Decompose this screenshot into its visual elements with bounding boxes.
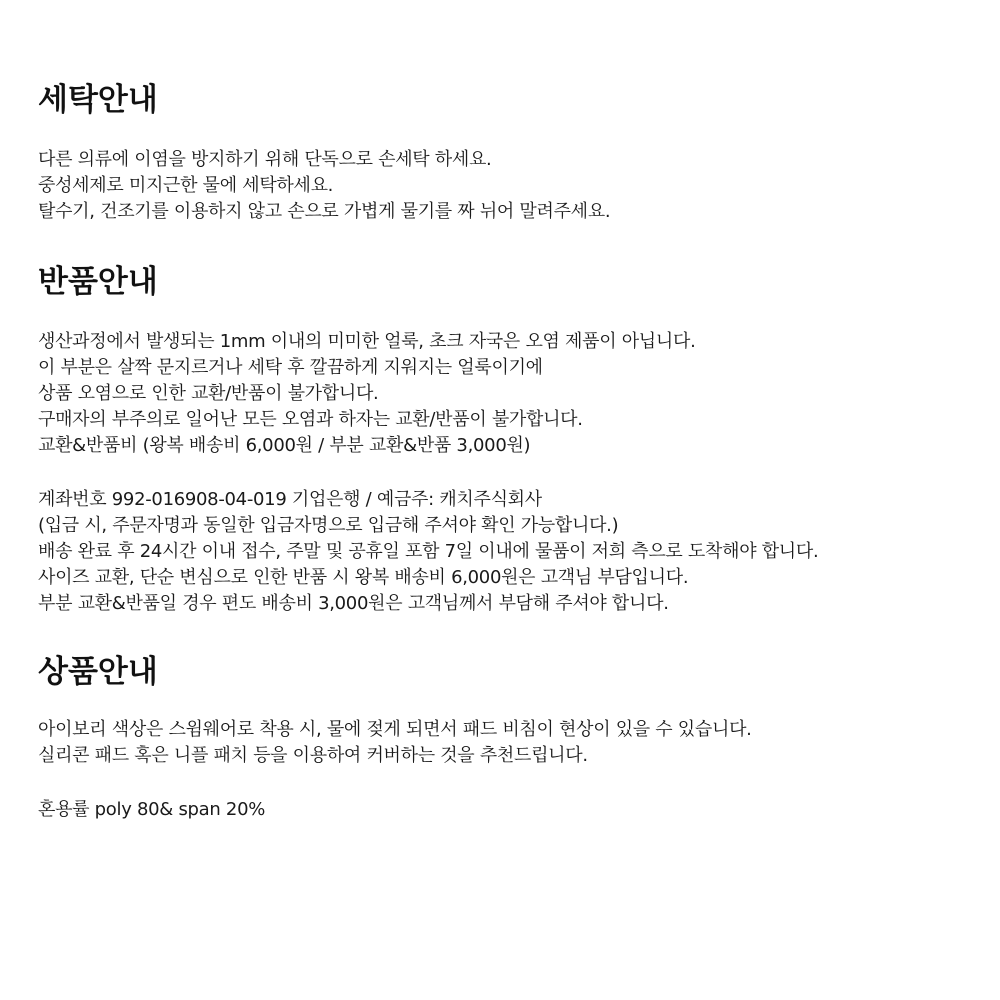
returns-line: (입금 시, 주문자명과 동일한 입금자명으로 입금해 주셔야 확인 가능합니다.) bbox=[38, 515, 619, 536]
product-line: 아이보리 색상은 스윔웨어로 착용 시, 물에 젖게 되면서 패드 비침이 현상이 있을 수 있습니다. bbox=[38, 719, 752, 740]
returns-line: 부분 교환&반품일 경우 편도 배송비 3,000원은 고객님께서 부담해 주셔야 합니다. bbox=[38, 593, 669, 614]
fabric-composition: 혼용률 poly 80& span 20% bbox=[38, 799, 266, 820]
returns-line: 이 부분은 살짝 문지르거나 세탁 후 깔끔하게 지워지는 얼룩이기에 bbox=[38, 357, 543, 378]
returns-line: 배송 완료 후 24시간 이내 접수, 주말 및 공휴일 포함 7일 이내에 물품이 저희 측으로 도착해야 합니다. bbox=[38, 541, 819, 562]
product-line: 실리콘 패드 혹은 니플 패치 등을 이용하여 커버하는 것을 추천드립니다. bbox=[38, 745, 588, 766]
bank-account-line: 계좌번호 992-016908-04-019 기업은행 / 예금주: 캐치주식회사 bbox=[38, 489, 542, 510]
washing-line: 탈수기, 건조기를 이용하지 않고 손으로 가볍게 물기를 짜 뉘어 말려주세요. bbox=[38, 201, 611, 222]
returns-line: 생산과정에서 발생되는 1mm 이내의 미미한 얼룩, 초크 자국은 오염 제품이 아닙니다. bbox=[38, 331, 696, 352]
section-title-returns: 반품안내 bbox=[38, 264, 158, 300]
returns-line: 구매자의 부주의로 일어난 모든 오염과 하자는 교환/반품이 불가합니다. bbox=[38, 409, 583, 430]
washing-line: 다른 의류에 이염을 방지하기 위해 단독으로 손세탁 하세요. bbox=[38, 149, 492, 170]
returns-line: 사이즈 교환, 단순 변심으로 인한 반품 시 왕복 배송비 6,000원은 고객님 부담입니다. bbox=[38, 567, 689, 588]
returns-fee-line: 교환&반품비 (왕복 배송비 6,000원 / 부분 교환&반품 3,000원) bbox=[38, 435, 531, 456]
returns-line: 상품 오염으로 인한 교환/반품이 불가합니다. bbox=[38, 383, 379, 404]
section-title-washing: 세탁안내 bbox=[38, 82, 158, 118]
section-title-product: 상품안내 bbox=[38, 654, 158, 690]
washing-line: 중성세제로 미지근한 물에 세탁하세요. bbox=[38, 175, 334, 196]
